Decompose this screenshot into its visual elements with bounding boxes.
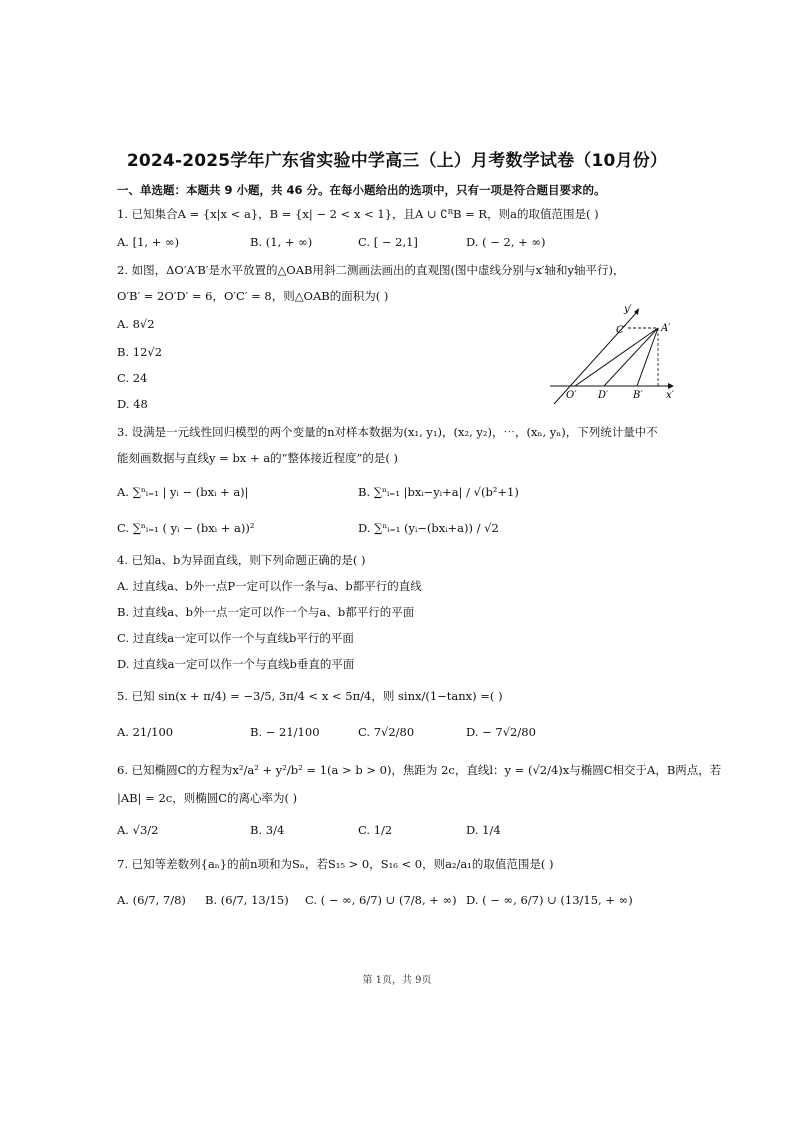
q6-option-a: A. √3/2 <box>117 823 159 837</box>
segment-ad <box>604 328 658 386</box>
q6-option-d: D. 1/4 <box>466 823 501 837</box>
q4-option-c: C. 过直线a一定可以作一个与直线b平行的平面 <box>117 631 354 645</box>
question-3-text-line-2: 能刻画数据与直线y = bx + a的“整体接近程度”的是( ) <box>117 451 398 465</box>
q7-option-b: B. (6/7, 13/15) <box>205 893 289 907</box>
q2-option-c: C. 24 <box>117 371 148 385</box>
question-6-text-line-2: |AB| = 2c，则椭圆C的离心率为( ) <box>117 791 298 805</box>
question-2-text-line-2: O′B′ = 2O′D′ = 6，O′C′ = 8，则△OAB的面积为( ) <box>117 289 389 303</box>
x-axis-arrow-icon <box>668 383 674 389</box>
question-4-text: 4. 已知a、b为异面直线，则下列命题正确的是( ) <box>117 553 366 567</box>
q1-option-d: D. ( − 2, + ∞) <box>466 235 546 249</box>
q5-option-c: C. 7√2/80 <box>358 725 415 739</box>
q5-option-b: B. − 21/100 <box>250 725 320 739</box>
q7-option-c: C. ( − ∞, 6/7) ∪ (7/8, + ∞) <box>305 893 457 907</box>
label-x: x′ <box>666 390 674 401</box>
q2-option-d: D. 48 <box>117 397 148 411</box>
page-title: 2024-2025学年广东省实验中学高三（上）月考数学试卷（10月份） <box>126 151 668 171</box>
q6-option-b: B. 3/4 <box>250 823 285 837</box>
q3-option-d: D. ∑ⁿᵢ₌₁ (yᵢ−(bxᵢ+a)) / √2 <box>358 521 499 535</box>
q4-option-a: A. 过直线a、b外一点P一定可以作一条与a、b都平行的直线 <box>117 579 422 593</box>
q1-option-a: A. [1, + ∞) <box>117 235 180 249</box>
page-footer: 第 1页，共 9页 <box>362 975 432 986</box>
q1-option-b: B. (1, + ∞) <box>250 235 313 249</box>
label-b: B′ <box>633 390 643 401</box>
q3-option-c: C. ∑ⁿᵢ₌₁ ( yᵢ − (bxᵢ + a))² <box>117 521 255 535</box>
segment-ab <box>637 328 658 386</box>
q1-option-c: C. [ − 2,1] <box>358 235 418 249</box>
q3-option-b: B. ∑ⁿᵢ₌₁ |bxᵢ−yᵢ+a| / √(b²+1) <box>358 485 519 499</box>
question-3-text-line-1: 3. 设满是一元线性回归模型的两个变量的n对样本数据为(x₁, y₁)，(x₂, y₂)，⋯，(xₙ, yₙ)，下列统计量中不 <box>117 425 658 439</box>
label-a: A′ <box>661 323 671 334</box>
question-2-text-line-1: 2. 如图，ΔO′A′B′是水平放置的△OAB用斜二测画法画出的直观图(图中虚线分别与x′轴和y轴平行)， <box>117 263 625 277</box>
question-6-text-line-1: 6. 已知椭圆C的方程为x²/a² + y²/b² = 1(a > b > 0)，焦距为 2c，直线l：y = (√2/4)x与椭圆C相交于A，B两点，若 <box>117 763 722 777</box>
section-heading: 一、单选题：本题共 9 小题，共 46 分。在每小题给出的选项中，只有一项是符合题目要求的。 <box>117 183 606 197</box>
q5-option-a: A. 21/100 <box>117 725 174 739</box>
q4-option-d: D. 过直线a一定可以作一个与直线b垂直的平面 <box>117 657 355 671</box>
q3-option-a: A. ∑ⁿᵢ₌₁ | yᵢ − (bxᵢ + a)| <box>117 485 249 499</box>
question-7-text: 7. 已知等差数列{aₙ}的前n项和为Sₙ，若S₁₅ > 0，S₁₆ < 0，则a₂/a₁的取值范围是( ) <box>117 857 554 871</box>
q2-option-b: B. 12√2 <box>117 345 163 359</box>
label-d: D′ <box>598 390 609 401</box>
q5-option-d: D. − 7√2/80 <box>466 725 536 739</box>
question-5-text: 5. 已知 sin(x + π/4) = −3/5, 3π/4 < x < 5π/4，则 sinx/(1−tanx) =( ) <box>117 689 503 703</box>
q6-option-c: C. 1/2 <box>358 823 393 837</box>
q7-option-a: A. (6/7, 7/8) <box>117 893 186 907</box>
label-o: O′ <box>566 390 577 401</box>
label-c: C′ <box>616 325 626 336</box>
label-y: y′ <box>624 304 632 315</box>
q4-option-b: B. 过直线a、b外一点一定可以作一个与a、b都平行的平面 <box>117 605 415 619</box>
segment-oa <box>575 328 658 386</box>
question-1-text: 1. 已知集合A = {x|x < a}，B = {x| − 2 < x < 1}，且A ∪ ∁ᴿB = R，则a的取值范围是( ) <box>117 207 599 221</box>
q7-option-d: D. ( − ∞, 6/7) ∪ (13/15, + ∞) <box>466 893 633 907</box>
q2-option-a: A. 8√2 <box>117 317 155 331</box>
oblique-projection-figure <box>540 300 680 410</box>
